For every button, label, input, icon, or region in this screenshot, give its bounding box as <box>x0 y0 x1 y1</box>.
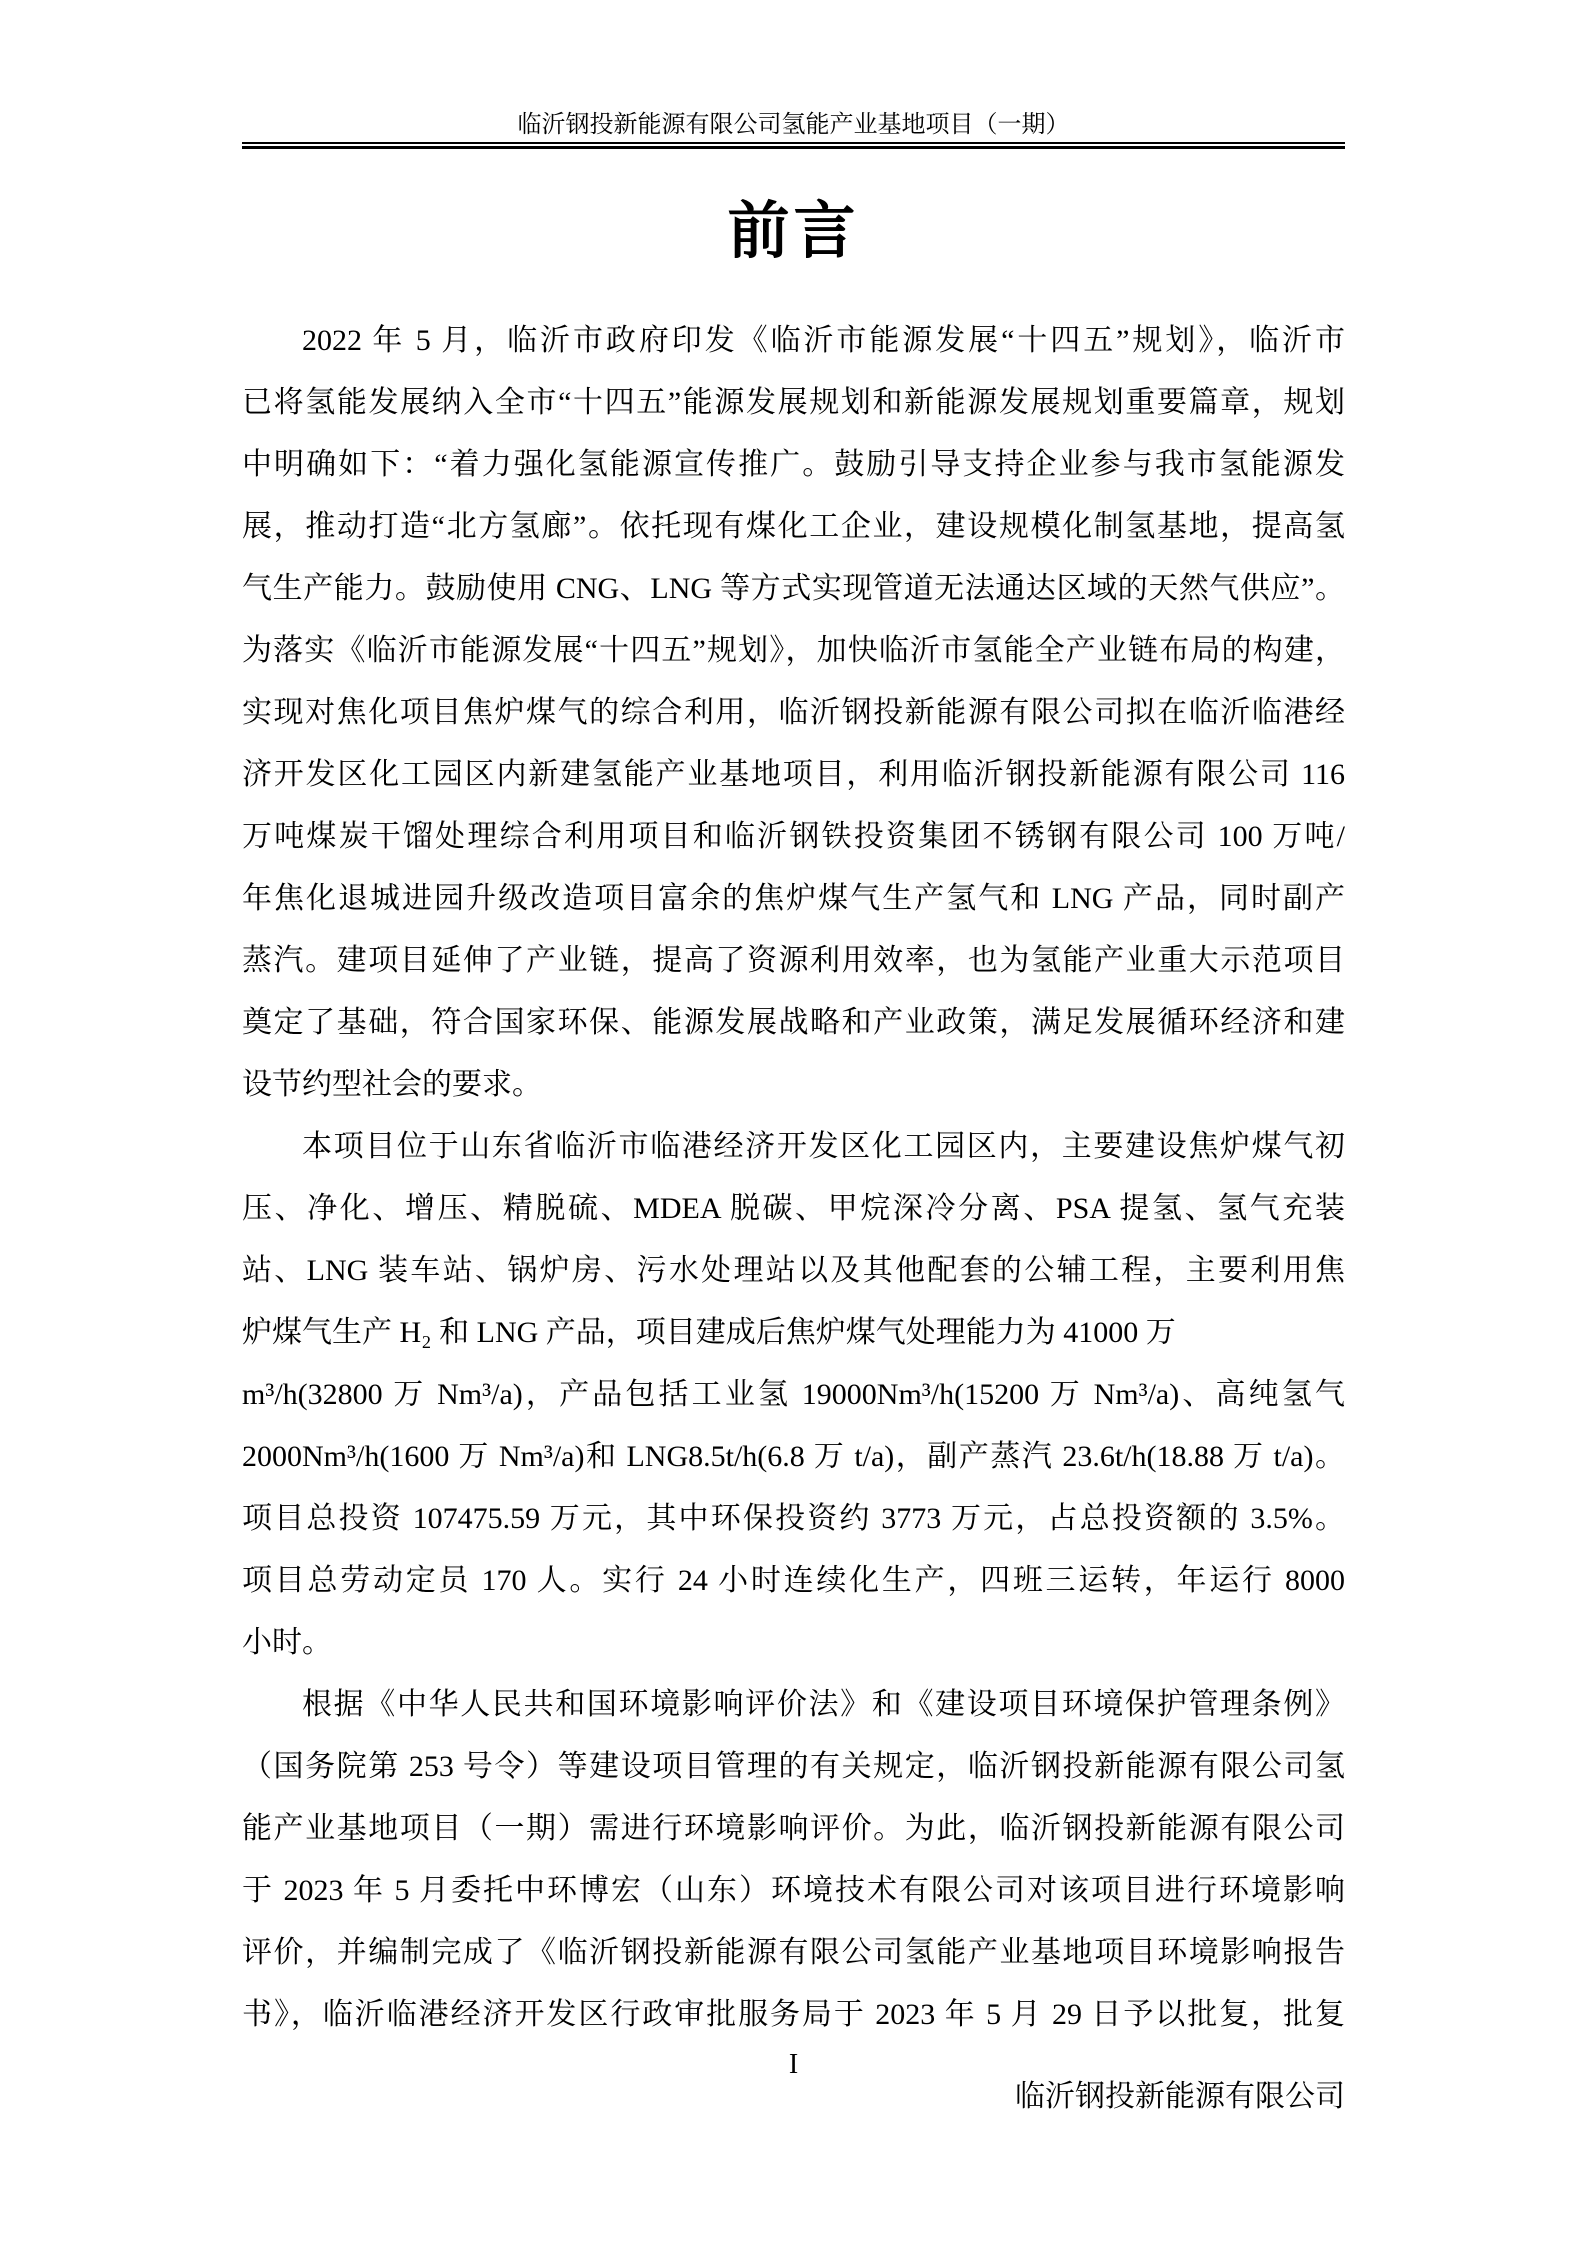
paragraph <box>242 1116 1345 1674</box>
text-line: 已将氢能发展纳入全市“十四五”能源发展规划和新能源发展规划重要篇章，规划 <box>242 386 1345 419</box>
text-line: 实现对焦化项目焦炉煤气的综合利用，临沂钢投新能源有限公司拟在临沂临港经 <box>242 696 1345 729</box>
document-title: 前言 <box>727 197 860 266</box>
text-line: 项目总投资 107475.59 万元，其中环保投资约 3773 万元，占总投资额的 3.5%。 <box>242 1502 1345 1535</box>
text-line: 项目总劳动定员 170 人。实行 24 小时连续化生产，四班三运转，年运行 8000 <box>242 1564 1345 1597</box>
page-number: I <box>788 2049 799 2080</box>
text-line: 本项目位于山东省临沂市临港经济开发区化工园区内，主要建设焦炉煤气初 <box>302 1130 1345 1163</box>
text-line: 根据《中华人民共和国环境影响评价法》和《建设项目环境保护管理条例》 <box>302 1688 1345 1721</box>
text-line: 小时。 <box>242 1626 332 1659</box>
text-line: 奠定了基础，符合国家环保、能源发展战略和产业政策，满足发展循环经济和建 <box>242 1006 1345 1039</box>
text-line: 济开发区化工园区内新建氢能产业基地项目，利用临沂钢投新能源有限公司 116 <box>242 758 1345 791</box>
text-line: 能产业基地项目（一期）需进行环境影响评价。为此，临沂钢投新能源有限公司 <box>242 1812 1345 1845</box>
text-line: 压、净化、增压、精脱硫、MDEA 脱碳、甲烷深冷分离、PSA 提氢、氢气充装 <box>242 1192 1345 1225</box>
text-line: 为落实《临沂市能源发展“十四五”规划》，加快临沂市氢能全产业链布局的构建， <box>242 634 1345 667</box>
footer-company-name: 临沂钢投新能源有限公司 <box>1015 2080 1345 2113</box>
text-line: 中明确如下：“着力强化氢能源宣传推广。鼓励引导支持企业参与我市氢能源发 <box>242 448 1345 481</box>
text-line: 书》，临沂临港经济开发区行政审批服务局于 2023 年 5 月 29 日予以批复，批复 <box>242 1998 1345 2031</box>
document-body <box>242 310 1345 2046</box>
page-header: 临沂钢投新能源有限公司氢能产业基地项目（一期） <box>517 112 1070 138</box>
text-line: 2000Nm³/h(1600 万 Nm³/a)和 LNG8.5t/h(6.8 万 t/a)，副产蒸汽 23.6t/h(18.88 万 t/a)。 <box>242 1440 1345 1473</box>
text-line: 设节约型社会的要求。 <box>242 1068 542 1101</box>
text-line: （国务院第 253 号令）等建设项目管理的有关规定，临沂钢投新能源有限公司氢 <box>242 1750 1345 1783</box>
text-line: 年焦化退城进园升级改造项目富余的焦炉煤气生产氢气和 LNG 产品，同时副产 <box>242 882 1345 915</box>
text-line: 气生产能力。鼓励使用 CNG、LNG 等方式实现管道无法通达区域的天然气供应”。 <box>242 572 1345 605</box>
text-line: 2022 年 5 月，临沂市政府印发《临沂市能源发展“十四五”规划》，临沂市 <box>302 324 1345 357</box>
paragraph <box>242 1674 1345 2046</box>
text-line: 蒸汽。建项目延伸了产业链，提高了资源利用效率，也为氢能产业重大示范项目 <box>242 944 1345 977</box>
header-rule <box>242 142 1345 149</box>
text-line: 展，推动打造“北方氢廊”。依托现有煤化工企业，建设规模化制氢基地，提高氢 <box>242 510 1345 543</box>
paragraph <box>242 310 1345 1116</box>
text-line: 评价，并编制完成了《临沂钢投新能源有限公司氢能产业基地项目环境影响报告 <box>242 1936 1345 1969</box>
text-line: 站、LNG 装车站、锅炉房、污水处理站以及其他配套的公辅工程，主要利用焦 <box>242 1254 1345 1287</box>
text-line: 万吨煤炭干馏处理综合利用项目和临沂钢铁投资集团不锈钢有限公司 100 万吨/ <box>242 820 1345 853</box>
text-line: m³/h(32800 万 Nm³/a)，产品包括工业氢 19000Nm³/h(15200 万 Nm³/a)、高纯氢气 <box>242 1378 1345 1411</box>
text-line: 于 2023 年 5 月委托中环博宏（山东）环境技术有限公司对该项目进行环境影响 <box>242 1874 1345 1907</box>
text-line: 炉煤气生产 H₂ 和 LNG 产品，项目建成后焦炉煤气处理能力为 41000 万 <box>242 1316 1176 1349</box>
